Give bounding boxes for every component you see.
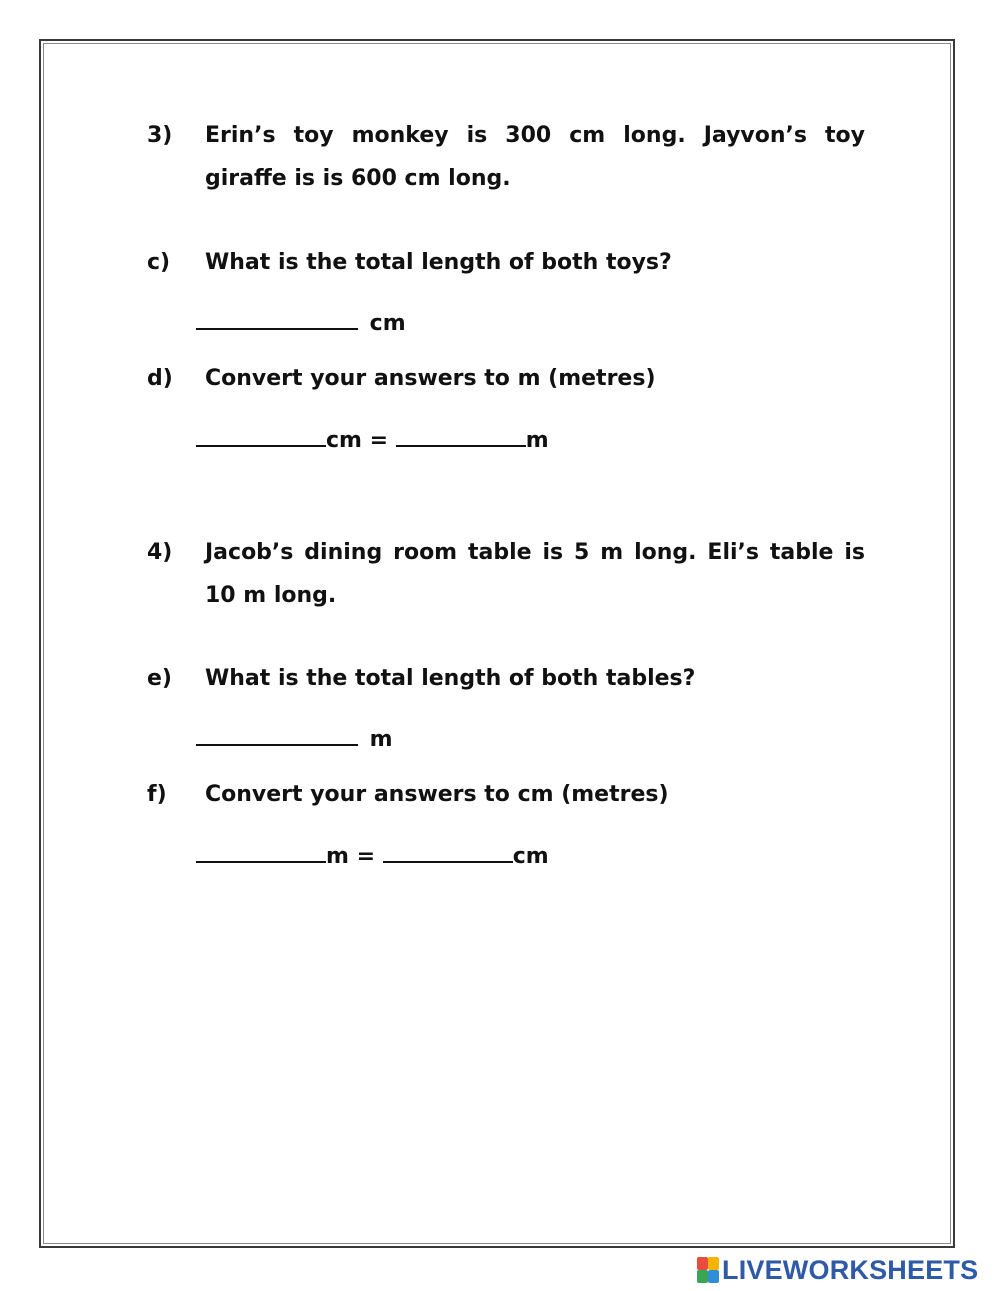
logo-tile-green — [697, 1270, 708, 1283]
worksheet-inner-border — [43, 43, 951, 1244]
answer-d-unit-left: cm = — [326, 428, 389, 453]
question-f-label: f) — [147, 782, 167, 807]
question-3-text: Erin’s toy monkey is 300 cm long. Jayvon’s toy giraffe is is 600 cm long. — [205, 123, 865, 191]
logo-tile-red — [697, 1257, 708, 1270]
question-c-label: c) — [147, 250, 171, 275]
liveworksheets-brand-text: LIVEWORKSHEETS — [722, 1254, 979, 1285]
answer-f-blank-left[interactable] — [196, 839, 326, 863]
answer-c-blank[interactable] — [196, 306, 358, 330]
answer-e — [196, 722, 393, 752]
answer-c-unit: cm — [369, 311, 406, 336]
liveworksheets-logo[interactable] — [697, 1256, 978, 1284]
answer-d-blank-right[interactable] — [396, 423, 526, 447]
question-e-label: e) — [147, 666, 172, 691]
question-d-text: Convert your answers to m (metres) — [205, 366, 656, 391]
answer-c — [196, 306, 406, 336]
answer-e-blank[interactable] — [196, 722, 358, 746]
question-f-text: Convert your answers to cm (metres) — [205, 782, 669, 807]
question-4-number: 4) — [147, 540, 173, 565]
answer-f — [196, 839, 549, 869]
answer-d — [196, 423, 549, 453]
answer-f-blank-right[interactable] — [383, 839, 513, 863]
liveworksheets-logo-icon — [697, 1257, 719, 1283]
question-e-text: What is the total length of both tables? — [205, 666, 696, 691]
answer-d-blank-left[interactable] — [196, 423, 326, 447]
answer-d-unit-right: m — [525, 428, 549, 453]
answer-e-unit: m — [369, 727, 393, 752]
question-d-label: d) — [147, 366, 173, 391]
question-4-text: Jacob’s dining room table is 5 m long. Eli’s table is 10 m long. — [205, 540, 865, 608]
logo-tile-blue — [708, 1270, 719, 1283]
question-3-number: 3) — [147, 123, 173, 148]
answer-f-unit-right: cm — [512, 844, 549, 869]
logo-tile-yellow — [708, 1257, 719, 1270]
question-c-text: What is the total length of both toys? — [205, 250, 672, 275]
answer-f-unit-left: m = — [326, 844, 376, 869]
